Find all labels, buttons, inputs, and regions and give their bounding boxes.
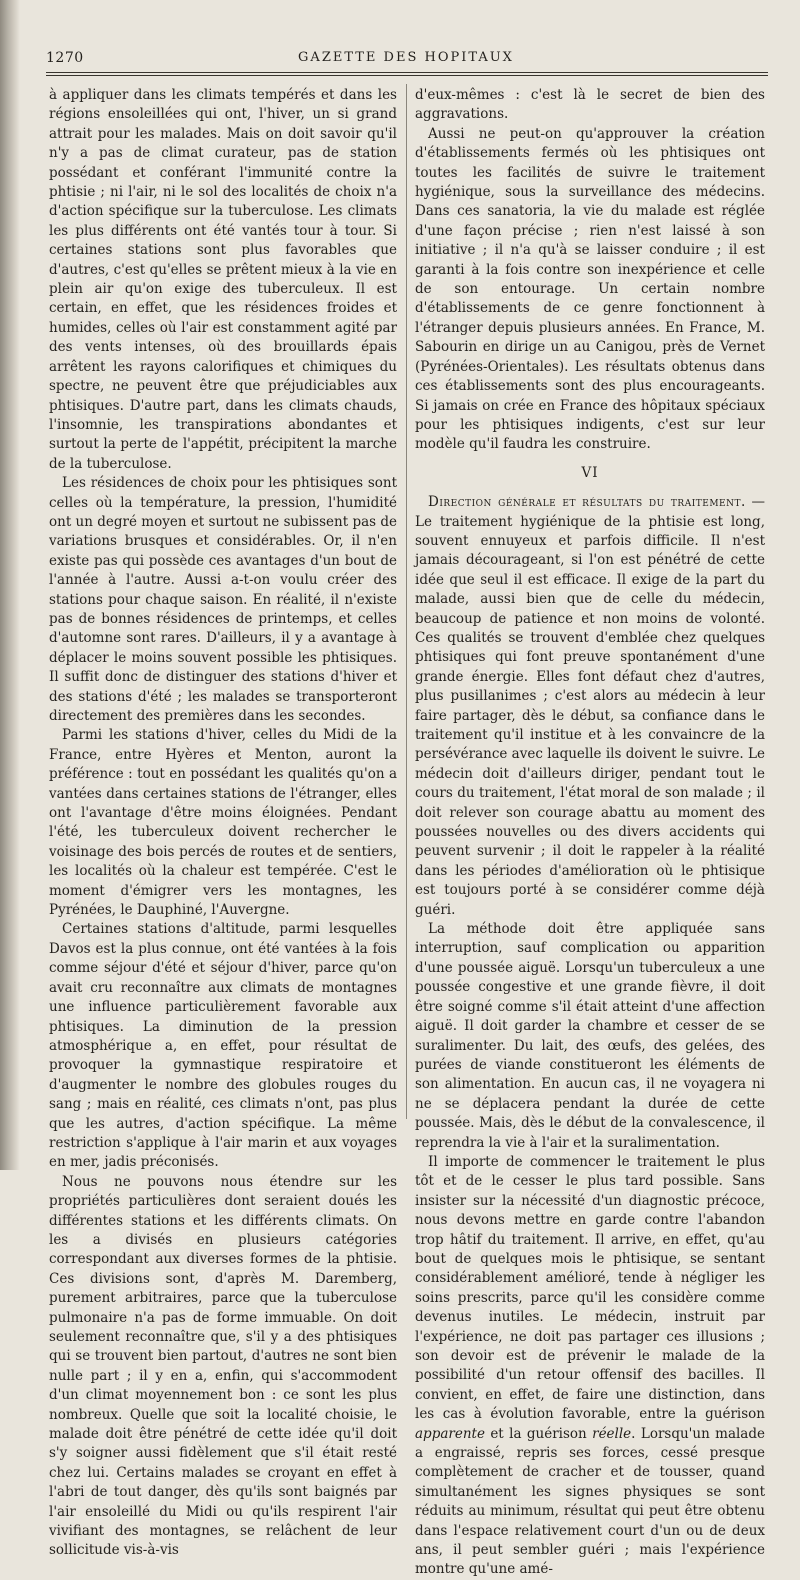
left-column [49,86,397,1559]
paragraph-text: Il importe de commencer le traitement le plus tôt et de le cesser le plus tard possible. Sans insister sur la nécessité d'un diagnostic précoce, nous devons mettre en garde contre l'abandon trop hâtif du traitement. Il arrive, en effet, qu'au bout de quelques mois le phtisique, se sentant considérablement amélioré, tende à négliger les soins prescrits, parce qu'il les considère comme devenus inutiles. Le médecin, instruit par l'expérience, ne doit pas partager ces illusions ; son devoir est de prévenir le malade de la possibilité d'un retour offensif des bacilles. Il convient, en effet, de faire une distinction, dans les cas à évolution favorable, entre la guérison [415,1153,765,1423]
paragraph-text: . Lorsqu'un malade a engraissé, repris ses forces, cessé presque complètement de cracher et de tousser, quand simultanément les signes physiques se sont réduits au minimum, résultat qui peut être obtenu dans l'espace relativement court d'un ou de deux ans, il peut sembler guéri ; mais l'expérience montre qu'une amé- [415,1425,765,1578]
paragraph [415,493,765,920]
section-heading: Direction générale et résultats du traitement. [428,494,746,511]
right-column [415,86,765,1578]
header-rule-bottom [46,75,768,76]
paragraph: Aussi ne peut-on qu'approuver la création d'établissements fermés où les phtisiques ont toutes les facilités de suivre le traitement hygiénique, sous la surveillance des médecins. Dans ces sanatoria, la vie du malade est réglée d'une façon précise ; rien n'est laissé à son initiative ; il n'a qu'à se laisser conduire ; il est garanti à la fois contre son inexpérience et celle de son entourage. Un certain nombre d'établissements de ce genre fonctionnent à l'étranger depuis plusieurs années. En France, M. Sabourin en dirige un au Canigou, près de Vernet (Pyrénées-Orientales). Les résultats obtenus dans ces établissements sont des plus encourageants. Si jamais on crée en France des hôpitaux spéciaux pour les phtisiques indigents, c'est sur leur modèle qu'il faudra les construire. [415,125,765,453]
column-divider [406,84,407,1119]
page-binding-shadow [0,0,20,1170]
paragraph: Les résidences de choix pour les phtisiques sont celles où la température, la pression, l'humidité ont un degré moyen et surtout ne subissent pas de variations brusques et considérables. Or, il n'en existe pas qui possède ces avantages d'un bout de l'année à l'autre. Aussi a-t-on voulu créer des stations pour chaque saison. En réalité, il n'existe pas de bonnes résidences de printemps, et celles d'automne sont rares. D'ailleurs, il y a avantage à déplacer le moins souvent possible les phtisiques. Il suffit donc de distinguer des stations d'hiver et des stations d'été ; les malades se transporteront directement des premières dans les secondes. [49,475,397,724]
header-rule-top [46,72,768,73]
paragraph [415,1153,765,1580]
paragraph: Certaines stations d'altitude, parmi lesquelles Davos est la plus connue, ont été vantées à la fois comme séjour d'été et séjour d'hiver, parce qu'on avait cru reconnaître aux climats de montagnes une influence particulièrement favorable aux phtisiques. La diminution de la pression atmosphérique a, en effet, pour résultat de provoquer la gymnastique respiratoire et d'augmenter le nombre des globules rouges du sang ; mais en réalité, ces climats n'ont, pas plus que les autres, d'action spécifique. La même restriction s'applique à l'air marin et aux voyages en mer, jadis préconisés. [49,921,397,1171]
page-header [46,48,766,70]
paragraph-text: — Le traitement hygiénique de la phtisie est long, souvent ennuyeux et parfois difficile. Il n'est jamais décourageant, si l'on est pénétré de cette idée que seul il est efficace. Il exige de la part du malade, aussi bien que de celle du médecin, beaucoup de patience et non moins de volonté. Ces qualités se trouvent d'emblée chez quelques phtisiques qui font preuve spontanément d'une grande énergie. Elles font défaut chez d'autres, plus pusillanimes ; c'est alors au médecin à leur faire partager, dès le début, sa confiance dans le traitement qu'il institue et à les convaincre de la persévérance avec laquelle ils doivent le suivre. Le médecin doit d'ailleurs diriger, pendant tout le cours du traitement, l'état moral de son malade ; il doit relever son courage abattu au moment des poussées nouvelles ou des divers accidents qui peuvent survenir ; il doit le rappeler à la réalité dans les périodes d'amélioration où le phtisique est toujours porté à se considérer comme déjà guéri. [415,494,765,918]
page-number: 1270 [46,50,84,66]
emphasis-apparente: apparente [415,1425,485,1442]
paragraph: La méthode doit être appliquée sans interruption, sauf complication ou apparition d'une poussée aiguë. Lorsqu'un tuberculeux a une poussée congestive et une grande fièvre, il doit être soigné comme s'il était atteint d'une affection aiguë. Il doit garder la chambre et cesser de se suralimenter. Du lait, des œufs, des gelées, des purées de viande constitueront les éléments de son alimentation. En aucun cas, il ne voyagera ni ne se déplacera pendant la durée de cette poussée. Mais, dès le début de la convalescence, il reprendra la vie à l'air et la suralimentation. [415,921,765,1151]
paragraph: à appliquer dans les climats tempérés et dans les régions ensoleillées qui ont, l'hiver, un si grand attrait pour les malades. Mais on doit savoir qu'il n'y a pas de climat curateur, pas de station possédant et conférant l'immunité contre la phtisie ; ni l'air, ni le sol des localités de choix n'a d'action spécifique sur la tuberculose. Les climats les plus différents ont été vantés tour à tour. Si certaines stations sont plus favorables que d'autres, c'est qu'elles se prêtent mieux à la vie en plein air qu'on exige des tuberculeux. Il est certain, en effet, que les résidences froides et humides, celles où l'air est constamment agité par des vents intenses, où des brouillards épais arrêtent les rayons calorifiques et chimiques du spectre, ne peuvent être que préjudiciables aux phtisiques. D'autre part, dans les climats chauds, l'insomnie, les transpirations abondantes et surtout la perte de l'appétit, précipitent la marche de la tuberculose. [49,87,397,472]
paragraph: d'eux-mêmes : c'est là le secret de bien des aggravations. [415,87,765,123]
section-number: VI [581,464,599,481]
running-title: GAZETTE DES HOPITAUX [298,50,514,65]
paragraph: Nous ne pouvons nous étendre sur les propriétés particulières dont seraient doués les différentes stations et les différents climats. On les a divisés en plusieurs catégories correspondant aux diverses formes de la phtisie. Ces divisions sont, d'après M. Daremberg, purement arbitraires, parce que la tuberculose pulmonaire n'a pas de forme immuable. On doit seulement reconnaître que, s'il y a des phtisiques qui se trouvent bien partout, d'autres ne sont bien nulle part ; il y en a, enfin, qui s'accommodent d'un climat moyennement bon : ce sont les plus nombreux. Quelle que soit la localité choisie, le malade doit être pénétré de cette idée qu'il doit s'y soigner aussi fidèlement que s'il était resté chez lui. Certains malades se croyant en effet à l'abri de tout danger, dès qu'ils sont baignés par l'air ensoleillé du Midi ou qu'ils respirent l'air vivifiant des montagnes, se relâchent de leur sollicitude vis-à-vis [49,1173,397,1559]
paragraph: Parmi les stations d'hiver, celles du Midi de la France, entre Hyères et Menton, auront la préférence : tout en possédant les qualités qu'on a vantées dans certaines stations de l'étranger, elles ont l'avantage d'être moins éloignées. Pendant l'été, les tuberculeux doivent rechercher le voisinage des bois percés de routes et de sentiers, les localités où la chaleur est tempérée. C'est le moment d'émigrer vers les montagnes, les Pyrénées, le Dauphiné, l'Auvergne. [49,727,397,919]
emphasis-reelle: réelle [592,1425,632,1442]
paragraph-text: et la guérison [484,1425,593,1442]
